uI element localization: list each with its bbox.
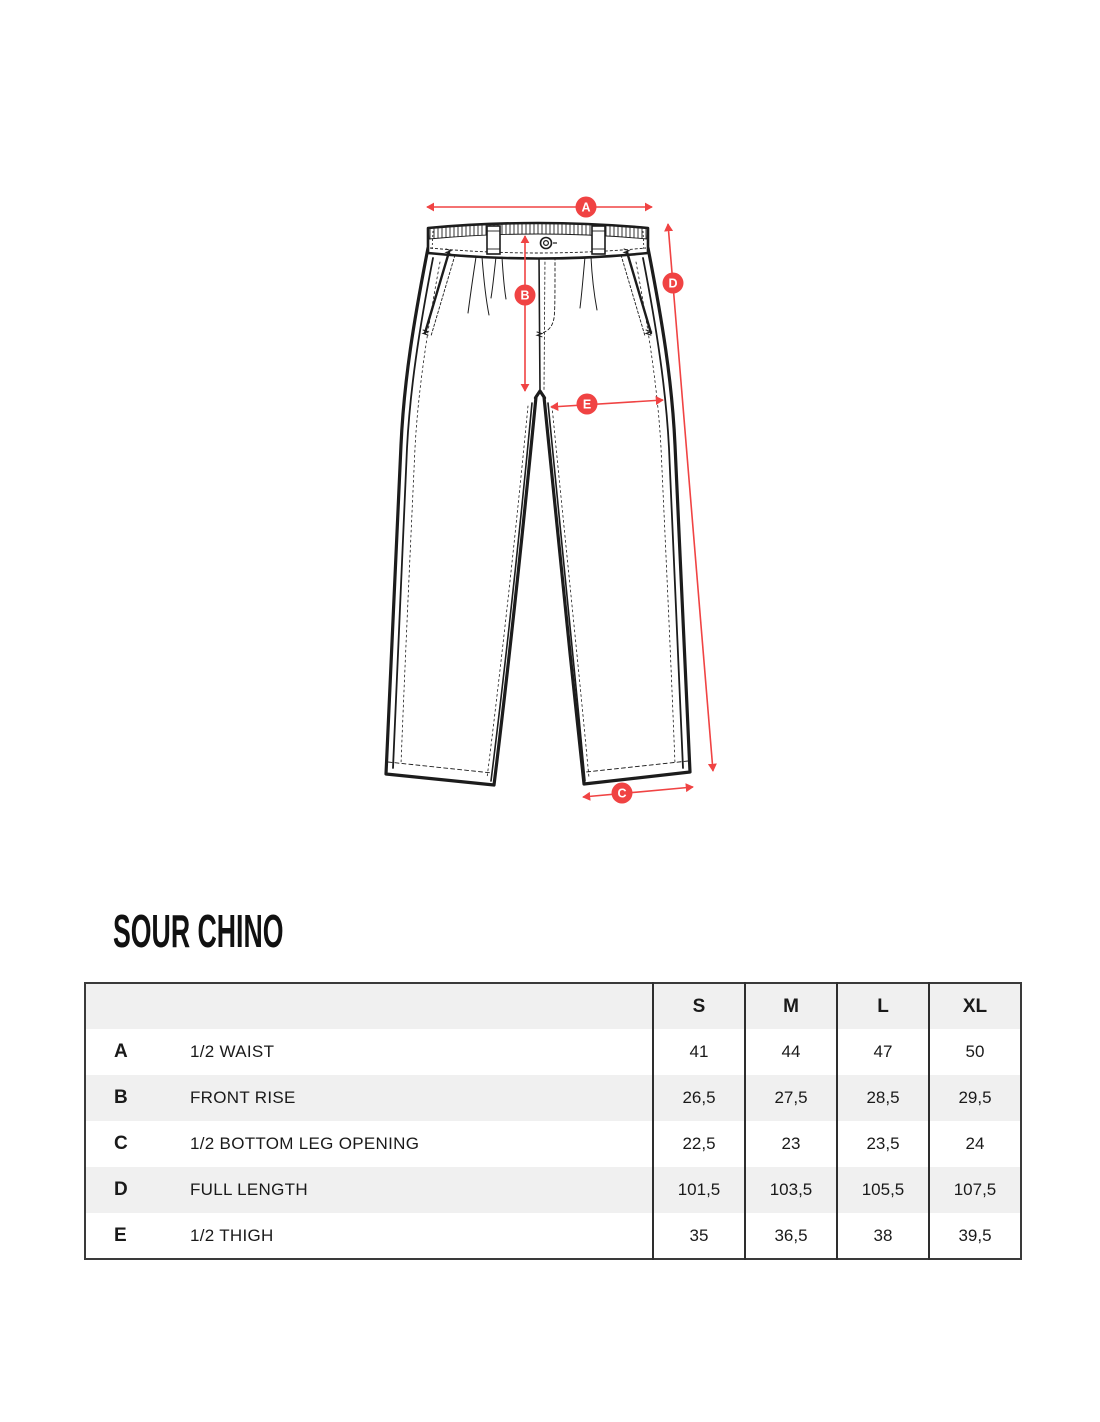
header-spacer: [190, 983, 653, 1029]
table-row: [85, 1121, 1021, 1167]
badge-letter: C: [617, 786, 627, 801]
measure-letter: C: [114, 1133, 128, 1154]
waistband: [428, 223, 648, 259]
measure-value: 23: [745, 1121, 837, 1167]
measure-letter: D: [114, 1179, 128, 1200]
measure-value: 38: [837, 1213, 929, 1259]
measure-letter: E: [114, 1224, 127, 1246]
measure-letter: B: [114, 1087, 128, 1108]
badge-letter: A: [581, 200, 591, 215]
measure-badge-b: [515, 285, 536, 306]
pants-outline: [386, 248, 690, 785]
table-row: [85, 1167, 1021, 1213]
measure-arrow-c: [583, 787, 693, 797]
table-row: [85, 1029, 1021, 1075]
measure-value: 23,5: [837, 1121, 929, 1167]
product-title: SOUR CHINO: [113, 905, 284, 957]
pants-body: [386, 248, 690, 785]
measure-badge-c: [612, 783, 633, 804]
measure-value: 107,5: [929, 1167, 1021, 1213]
size-header-l: L: [837, 983, 929, 1029]
belt-loop-left: [487, 226, 500, 254]
size-header-s: S: [653, 983, 745, 1029]
measure-label: FRONT RISE: [190, 1088, 296, 1107]
size-header-row: [85, 983, 1021, 1029]
measure-value: 22,5: [653, 1121, 745, 1167]
measure-value: 44: [745, 1029, 837, 1075]
measure-value: 28,5: [837, 1075, 929, 1121]
measure-label: 1/2 THIGH: [190, 1225, 274, 1245]
measure-value: 29,5: [929, 1075, 1021, 1121]
table-row: [85, 1213, 1021, 1259]
table-row: [85, 1075, 1021, 1121]
size-header-xl: XL: [929, 983, 1021, 1029]
measure-letter: A: [114, 1041, 128, 1062]
measure-value: 105,5: [837, 1167, 929, 1213]
measure-value: 50: [929, 1029, 1021, 1075]
measure-badge-a: [576, 197, 597, 218]
measure-value: 41: [653, 1029, 745, 1075]
badge-letter: B: [520, 288, 530, 303]
measure-value: 47: [837, 1029, 929, 1075]
badge-letter: E: [582, 397, 592, 412]
measure-value: 27,5: [745, 1075, 837, 1121]
measure-label: 1/2 BOTTOM LEG OPENING: [190, 1134, 420, 1153]
size-chart-table: [84, 982, 1022, 1260]
measure-value: 35: [653, 1213, 745, 1259]
size-header-m: M: [745, 983, 837, 1029]
measure-badge-d: [663, 273, 684, 294]
measure-value: 24: [929, 1121, 1021, 1167]
badge-letter: D: [668, 276, 678, 291]
measure-value: 101,5: [653, 1167, 745, 1213]
measure-badge-e: [577, 394, 598, 415]
measure-value: 103,5: [745, 1167, 837, 1213]
measure-label: 1/2 WAIST: [190, 1042, 275, 1061]
measure-value: 36,5: [745, 1213, 837, 1259]
measure-label: FULL LENGTH: [190, 1180, 308, 1199]
belt-loop-right: [592, 226, 605, 254]
header-spacer: [85, 983, 190, 1029]
measure-value: 39,5: [929, 1213, 1021, 1259]
measure-value: 26,5: [653, 1075, 745, 1121]
